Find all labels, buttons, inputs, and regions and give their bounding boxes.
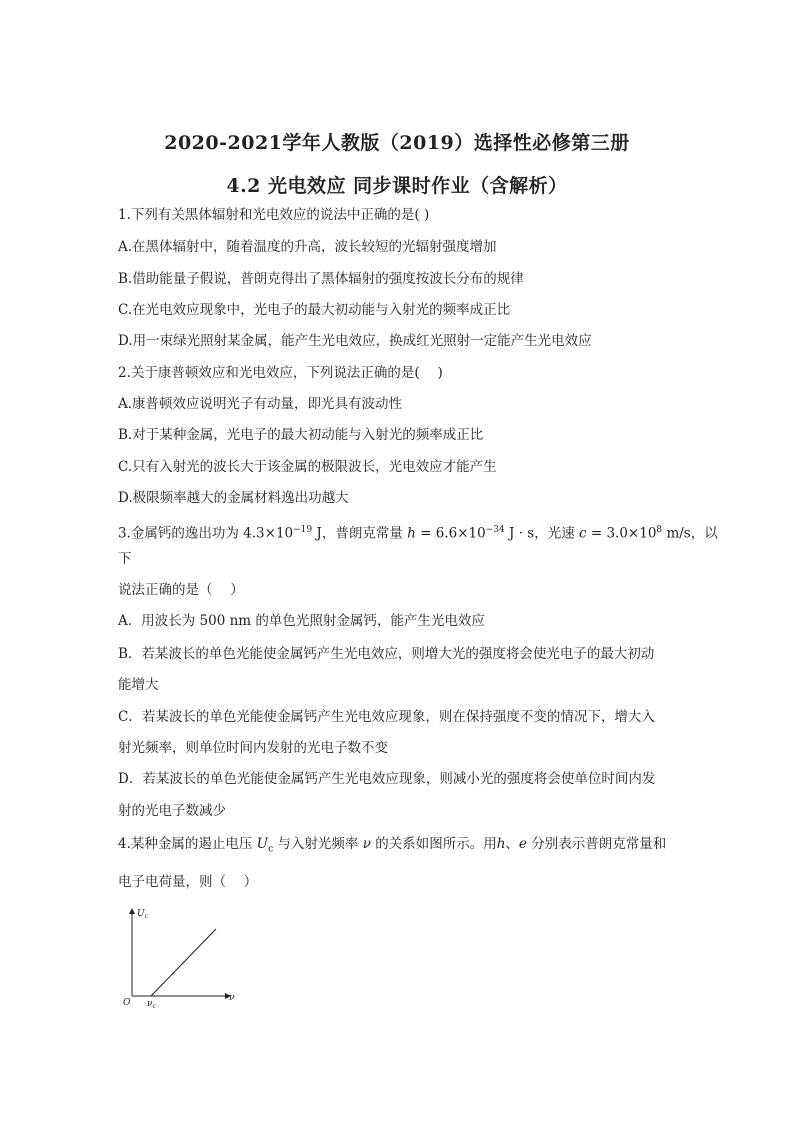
q3-option-c-line1: C．若某波长的单色光能使金属钙产生光电效应现象，则在保持强度不变的情况下，增大入 xyxy=(118,709,655,725)
document-title-line2: 4.2 光电效应 同步课时作业（含解析） xyxy=(226,175,568,197)
q3-c-exp: 8 xyxy=(656,525,663,535)
q4-e-symbol: e xyxy=(518,836,527,852)
q2-option-d: D.极限频率越大的金属材料逸出功越大 xyxy=(118,490,349,506)
q1-option-b: B.借助能量子假说，普朗克得出了黑体辐射的强度按波长分布的规律 xyxy=(118,271,524,287)
q2-stem: 2.关于康普顿效应和光电效应，下列说法正确的是( ) xyxy=(118,365,443,381)
q1-option-d: D.用一束绿光照射某金属，能产生光电效应，换成红光照射一定能产生光电效应 xyxy=(118,333,592,349)
q3-h-symbol: h xyxy=(407,525,416,542)
q4-stem-post: 的关系如图所示。用 xyxy=(370,836,497,852)
q1-stem: 1.下列有关黑体辐射和光电效应的说法中正确的是( ) xyxy=(118,207,430,223)
q4-uc-sub: c xyxy=(268,844,274,855)
q4-h-symbol: h xyxy=(496,836,506,852)
q4-graph xyxy=(118,905,248,1010)
q3-stem-wrap1: 下 xyxy=(118,551,132,567)
q3-work-function-unit: J，普朗克常量 xyxy=(312,525,408,542)
q3-option-d-line1: D．若某波长的单色光能使金属钙产生光电效应现象，则减小光的强度将会使单位时间内发 xyxy=(118,771,656,787)
q3-option-b-line1: B．若某波长的单色光能使金属钙产生光电效应，则增大光的强度将会使光电子的最大初动 xyxy=(118,646,655,662)
q3-stem-pre: 3.金属钙的逸出功为 xyxy=(118,525,244,542)
uc-vs-frequency-line xyxy=(151,929,216,996)
q4-stem-end: 分别表示普朗克常量和 xyxy=(526,836,667,852)
q3-option-c-line2: 射光频率，则单位时间内发射的光电子数不变 xyxy=(118,740,388,756)
q3-option-b-line2: 能增大 xyxy=(118,677,159,693)
q2-option-a: A.康普顿效应说明光子有动量，即光具有波动性 xyxy=(118,396,403,412)
q3-h-value: = 6.6×10 xyxy=(415,525,486,542)
q1-option-c: C.在光电效应现象中，光电子的最大初动能与入射光的频率成正比 xyxy=(118,302,511,318)
q3-c-value: = 3.0×10 xyxy=(586,525,657,542)
q4-stem xyxy=(118,835,666,859)
q4-uc-symbol: U xyxy=(256,836,269,852)
q2-option-b: B.对于某种金属，光电子的最大初动能与入射光的频率成正比 xyxy=(118,427,484,443)
q4-nu-symbol: ν xyxy=(362,836,371,852)
q1-option-a: A.在黑体辐射中，随着温度的升高，波长较短的光辐射强度增加 xyxy=(118,239,497,255)
q4-stem-line2: 电子电荷量，则（ ） xyxy=(118,874,258,890)
q4-stem-pre: 4.某种金属的遏止电压 xyxy=(118,836,257,852)
q3-stem xyxy=(118,521,718,543)
q3-h-exp: −34 xyxy=(485,525,505,535)
y-axis-label: $U_c$ xyxy=(137,909,148,920)
x-axis-label: ν xyxy=(229,993,235,1003)
q3-option-a: A．用波长为 500 nm 的单色光照射金属钙，能产生光电效应 xyxy=(118,613,485,629)
q3-c-unit: m/s，以 xyxy=(662,525,718,542)
q3-c-symbol: c xyxy=(579,525,587,542)
q2-option-c: C.只有入射光的波长大于该金属的极限波长，光电效应才能产生 xyxy=(118,459,497,475)
q3-option-d-line2: 射的光电子数减少 xyxy=(118,803,226,819)
q3-stem-wrap2: 说法正确的是（ ） xyxy=(118,582,244,598)
document-title-line1: 2020-2021学年人教版（2019）选择性必修第三册 xyxy=(164,132,630,154)
q3-work-function: 4.3×10 xyxy=(243,525,294,542)
q3-work-function-exp: −19 xyxy=(293,525,313,535)
q3-h-unit: J · s，光速 xyxy=(504,525,579,542)
q4-stem-mid: 与入射光频率 xyxy=(273,836,363,852)
intercept-label: $\nu_c$ xyxy=(147,999,156,1010)
origin-label: O xyxy=(123,998,131,1008)
q4-sep: 、 xyxy=(505,836,519,852)
